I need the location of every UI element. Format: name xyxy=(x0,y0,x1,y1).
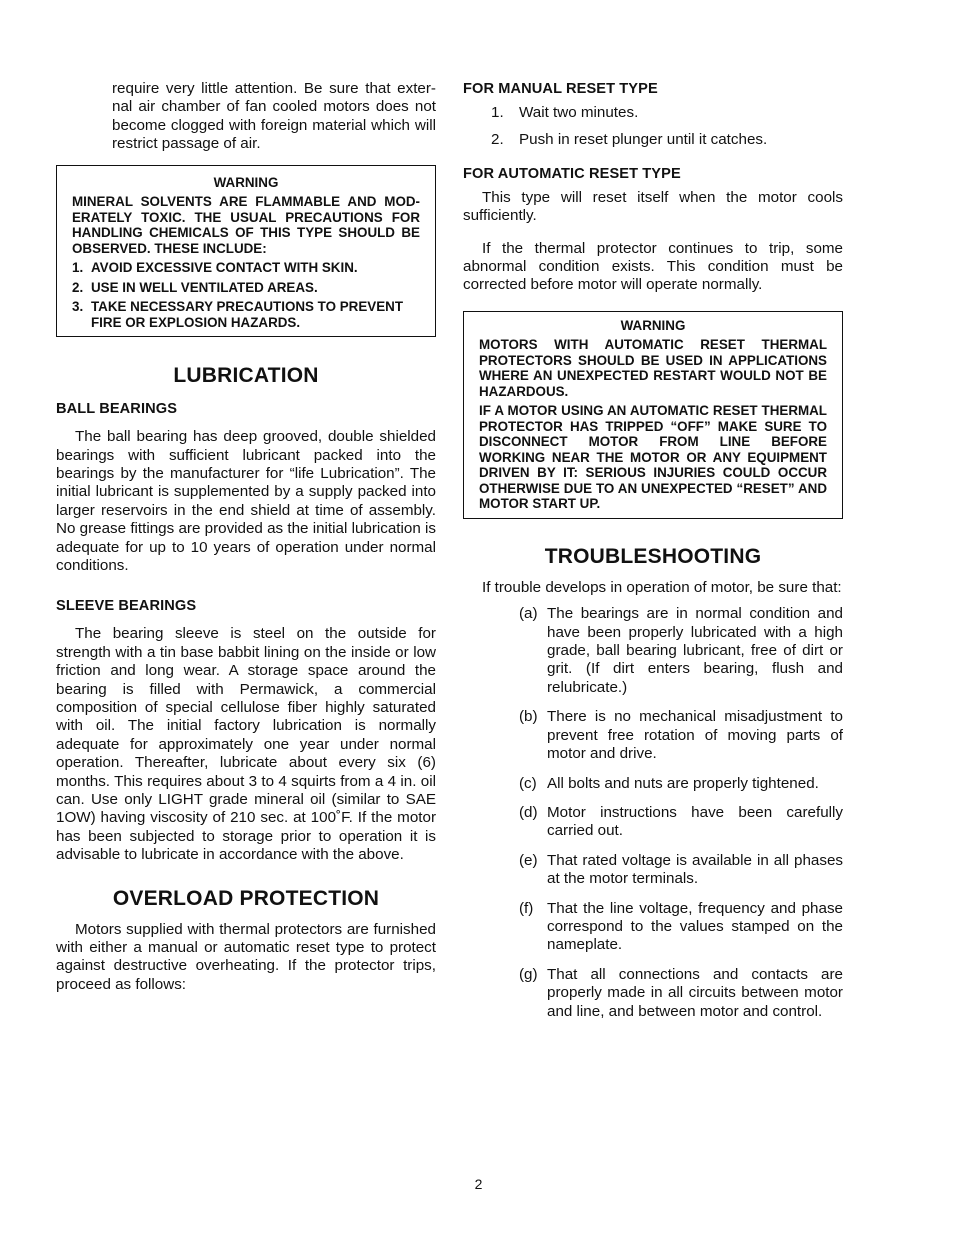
sleeve-bearings-heading: SLEEVE BEARINGS xyxy=(56,598,197,615)
intro-paragraph: require very little attention. Be sure that exter-nal air chamber of fan cooled motors does not become clogged with foreign material which will restrict passage of air. xyxy=(112,80,436,153)
warning-text: MINERAL SOLVENTS ARE FLAMMABLE AND MOD-ERATELY TOXIC. THE USUAL PRECAUTIONS FOR HANDLING CHEMICALS OF THIS TYPE SHOULD BE OBSERVED. THESE INCLUDE: xyxy=(72,194,420,256)
warning-title: WARNING xyxy=(620,317,686,333)
automatic-reset-heading: FOR AUTOMATIC RESET TYPE xyxy=(463,165,681,182)
manual-reset-step: 2. Push in reset plunger until it catches. xyxy=(491,131,768,149)
sleeve-bearings-text: The bearing sleeve is steel on the outside for strength with a tin base babbit lining on the inside or low friction and long wear. A storage space around the bearing is filled with Permawick, a commercial composition of special cellulose fiber highly saturated with oil. The initial factory lubrication is normally adequate for approximately one year under normal operation. Thereafter, lubricate about every six (6) months. This requires about 3 to 4 squirts from a 4 in. oil can. Use only LIGHT grade mineral oil (similar to SAE 1OW) having viscosity of 210 sec. at 100˚F. If the motor has been subjected to storage prior to operation it is advisable to lubricate in accordance with the above. xyxy=(56,625,436,864)
checklist-item: (a) The bearings are in normal condition and have been properly lubricated with a high grade, ball bearing lubricant, free of dirt or grit. (If dirt enters bearing, flush and relubricate.) xyxy=(519,605,843,696)
warning-paragraph-2: IF A MOTOR USING AN AUTOMATIC RESET THERMAL PROTECTOR HAS TRIPPED “OFF” MAKE SURE TO DISCONNECT MOTOR FROM LINE BEFORE WORKING NEAR THE MOTOR OR ANY EQUIPMENT DRIVEN BY IT: SERIOUS INJURIES COULD OCCUR OTHERWISE DUE TO AN UNEXPECTED “RESET” AND MOTOR START UP. xyxy=(479,403,827,512)
thermal-protector-text: If the thermal protector continues to trip, some abnormal condition exists. This condition must be corrected before motor will operate normally. xyxy=(463,239,843,294)
warning-box-solvents xyxy=(56,165,436,338)
lubrication-heading: LUBRICATION xyxy=(173,364,319,388)
troubleshooting-checklist xyxy=(463,605,843,1021)
left-column xyxy=(56,80,436,994)
manual-reset-step: 1. Wait two minutes. xyxy=(491,104,639,121)
warning-paragraph-1: MOTORS WITH AUTOMATIC RESET THERMAL PROTECTORS SHOULD BE USED IN APPLICATIONS WHERE AN UNEXPECTED RESTART WOULD NOT BE HAZARDOUS. xyxy=(479,337,827,399)
troubleshooting-heading: TROUBLESHOOTING xyxy=(544,544,762,568)
warning-list xyxy=(72,260,420,330)
overload-protection-text: Motors supplied with thermal protectors are furnished with either a manual or automatic reset type to protect against destructive overheating. If the protector trips, proceed as follows: xyxy=(56,920,436,993)
manual-reset-heading: FOR MANUAL RESET TYPE xyxy=(463,81,658,97)
ball-bearings-text: The ball bearing has deep grooved, double shielded bearings with sufficient lubricant packed into the bearings by the manufacturer for “life Lubrication”. The initial lubricant is supplemented by a supply packed into larger reservoirs in the end shield at time of assembly. No grease fittings are provided as the initial lubrication is adequate for up to 10 years of operation under normal conditions. xyxy=(56,428,436,574)
overload-protection-heading: OVERLOAD PROTECTION xyxy=(112,886,380,910)
checklist-item: (g) That all connections and contacts are properly made in all circuits between motor and line, and between motor and control. xyxy=(519,965,843,1020)
warning-list-item: 3. TAKE NECESSARY PRECAUTIONS TO PREVENT FIRE OR EXPLOSION HAZARDS. xyxy=(72,299,403,330)
ball-bearings-heading: BALL BEARINGS xyxy=(56,401,178,418)
automatic-reset-text: This type will reset itself when the motor cools sufficiently. xyxy=(463,188,843,225)
checklist-item: (e) That rated voltage is available in all phases at the motor terminals. xyxy=(519,851,843,888)
checklist-item: (d) Motor instructions have been carefully carried out. xyxy=(519,803,843,840)
warning-list-item: 2. USE IN WELL VENTILATED AREAS. xyxy=(72,279,318,295)
page-number: 2 xyxy=(474,1176,483,1192)
checklist-item: (c) All bolts and nuts are properly tightened. xyxy=(519,774,819,792)
right-column xyxy=(463,80,843,1032)
troubleshooting-intro: If trouble develops in operation of motor, be sure that: xyxy=(482,578,842,596)
checklist-item: (f) That the line voltage, frequency and phase correspond to the values stamped on the nameplate. xyxy=(519,899,843,954)
checklist-item: (b) There is no mechanical misadjustment to prevent free rotation of moving parts of motor and drive. xyxy=(519,708,843,763)
manual-reset-steps xyxy=(463,104,843,150)
warning-title: WARNING xyxy=(213,174,279,190)
warning-list-item: 1. AVOID EXCESSIVE CONTACT WITH SKIN. xyxy=(72,260,358,276)
warning-box-automatic-reset xyxy=(463,311,843,519)
